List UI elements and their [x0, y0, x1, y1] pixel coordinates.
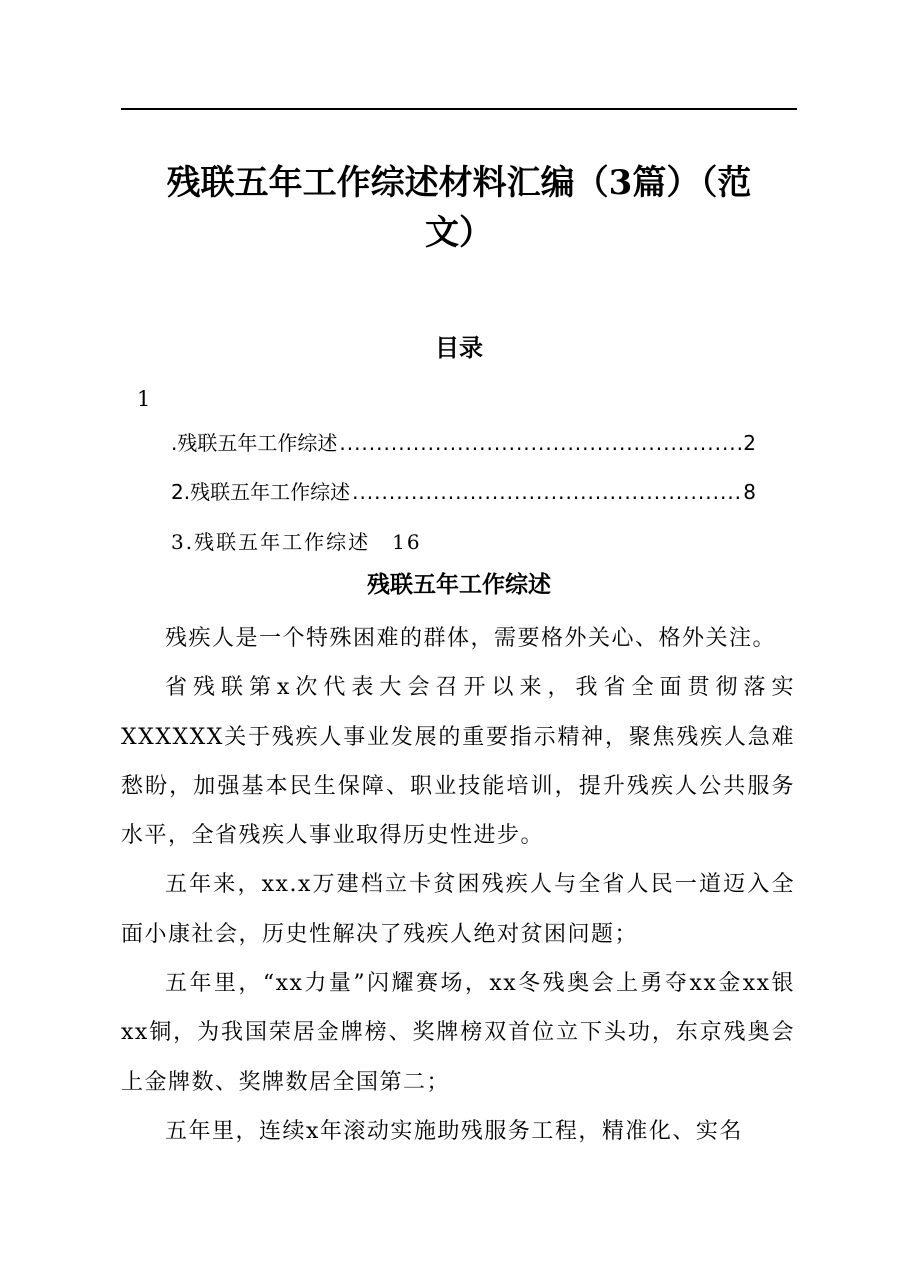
body-paragraph: 省残联第x次代表大会召开以来，我省全面贯彻落实XXXXXX关于残疾人事业发展的重要指示精神，聚焦残疾人急难愁盼，加强基本民生保障、职业技能培训，提升残疾人公共服务水平，全省残疾人事业取得历史性进步。 [121, 675, 795, 849]
toc-entry-page: 16 [392, 530, 422, 554]
document-title-line-2: 文） [425, 213, 493, 253]
section-body [121, 614, 795, 1156]
document-title-line-1: 残联五年工作综述材料汇编（3篇）（范 [166, 163, 752, 203]
body-paragraph: 五年里，连续x年滚动实施助残服务工程，精准化、实名 [165, 1118, 743, 1144]
section-title: 残联五年工作综述 [367, 571, 551, 598]
toc-entry-label: 3.残联五年工作综述 [171, 530, 371, 554]
toc-entry-3[interactable] [171, 527, 756, 557]
toc-leader-dots [352, 477, 741, 507]
toc-entry-page: 2 [743, 431, 756, 455]
toc-entry-1[interactable] [171, 428, 756, 458]
body-paragraph: 五年里，“xx力量”闪耀赛场，xx冬残奥会上勇夺xx金xx银xx铜，为我国荣居金牌榜、奖牌榜双首位立下头功，东京残奥会上金牌数、奖牌数居全国第二； [121, 971, 795, 1095]
toc-entry-label: .残联五年工作综述 [171, 431, 338, 455]
toc-entry-page: 8 [743, 480, 756, 504]
toc-entry-label: 2.残联五年工作综述 [171, 480, 351, 504]
toc-leader-dots [339, 428, 741, 458]
header-rule [121, 108, 797, 110]
toc-number-line: 1 [137, 387, 151, 411]
document-title [121, 158, 797, 258]
toc-heading: 目录 [435, 333, 483, 362]
body-paragraph: 残疾人是一个特殊困难的群体，需要格外关心、格外关注。 [165, 626, 777, 651]
toc-entry-2[interactable] [171, 477, 756, 507]
body-paragraph: 五年来，xx.x万建档立卡贫困残疾人与全省人民一道迈入全面小康社会，历史性解决了残疾人绝对贫困问题； [121, 872, 795, 947]
